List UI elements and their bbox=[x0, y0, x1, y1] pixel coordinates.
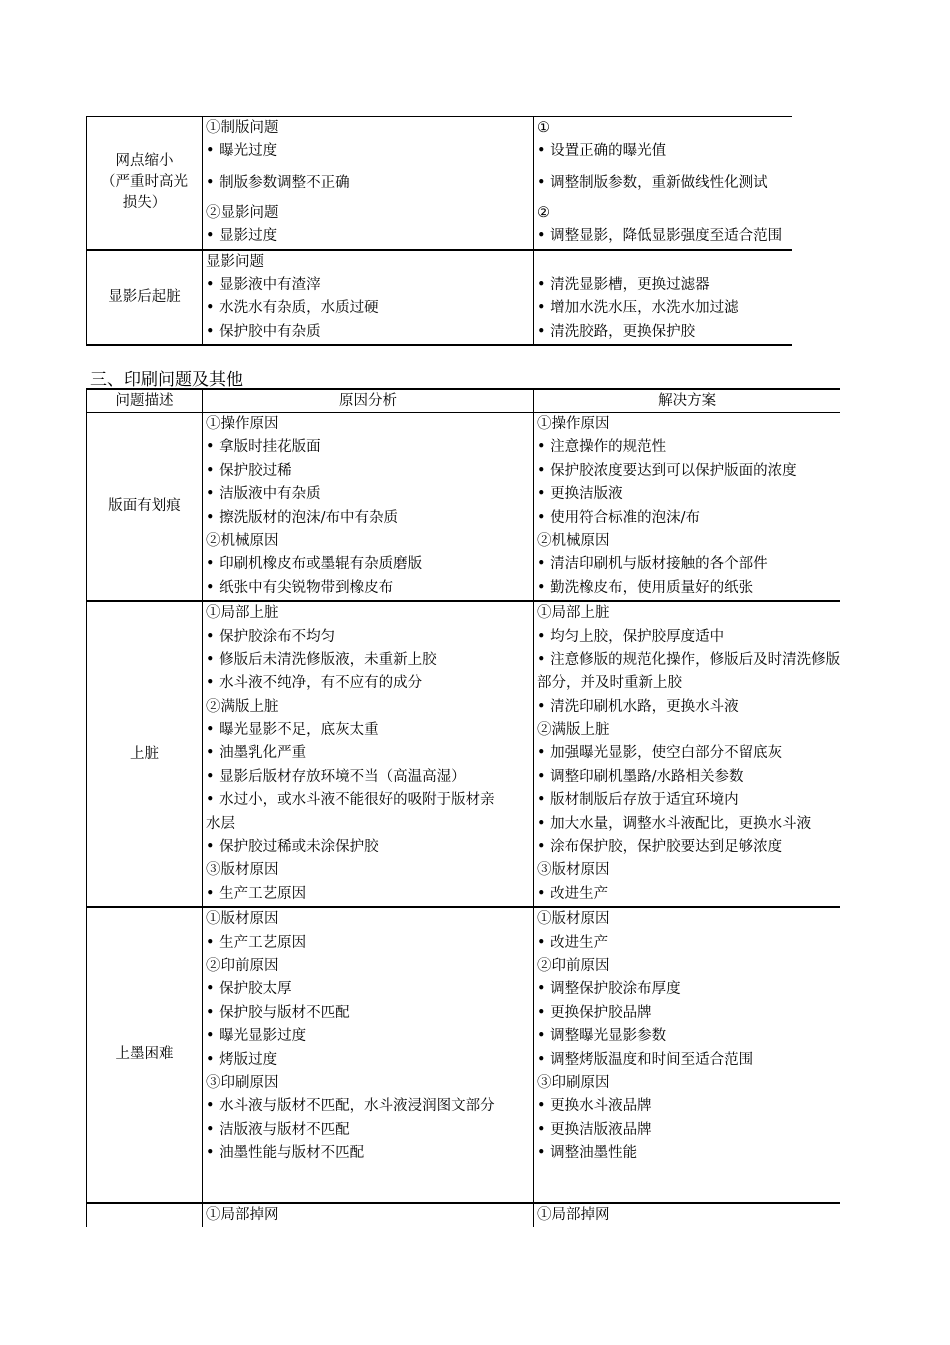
cause-line: • 保护胶涂布不均匀 bbox=[206, 628, 336, 645]
cause-line: • 显影后版材存放环境不当（高温高湿） bbox=[206, 768, 466, 785]
cause-line: • 水过小，或水斗液不能很好的吸附于版材亲 bbox=[206, 792, 495, 809]
solution-line: ③版材原因 bbox=[537, 862, 610, 879]
solution-line: • 版材制版后存放于适宜环境内 bbox=[537, 792, 739, 809]
problem-cell bbox=[87, 907, 203, 1202]
cause-line: • 显影过度 bbox=[206, 228, 278, 245]
cause-line: ②机械原因 bbox=[206, 532, 279, 549]
solution-line: • 调整曝光显影参数 bbox=[537, 1028, 667, 1045]
solution-line: • 调整制版参数，重新做线性化测试 bbox=[537, 174, 768, 191]
table-printing-problems bbox=[86, 388, 840, 1227]
header-cause: 原因分析 bbox=[203, 389, 534, 413]
cause-cell bbox=[203, 1203, 534, 1227]
cause-cell bbox=[203, 907, 534, 1202]
cause-line: • 曝光显影过度 bbox=[206, 1028, 307, 1045]
problem-label: 显影后起脏 bbox=[108, 288, 181, 305]
solution-line: • 调整烤版温度和时间至适合范围 bbox=[537, 1051, 754, 1068]
solution-line: ②满版上脏 bbox=[537, 722, 610, 739]
solution-cell bbox=[534, 1203, 841, 1227]
cause-line: ②显影问题 bbox=[206, 204, 279, 221]
problem-label: 上脏 bbox=[130, 745, 159, 762]
solution-line: • 涂布保护胶，保护胶要达到足够浓度 bbox=[537, 839, 783, 856]
cause-line: • 修版后未清洗修版液，未重新上胶 bbox=[206, 651, 437, 668]
problem-cell bbox=[87, 601, 203, 907]
cause-line: • 水洗水有杂质，水质过硬 bbox=[206, 300, 379, 317]
problem-cell bbox=[87, 117, 203, 250]
solution-line: ① bbox=[537, 120, 550, 136]
table-plate-problems bbox=[86, 116, 792, 346]
table-row bbox=[87, 413, 841, 602]
cause-line: • 保护胶太厚 bbox=[206, 981, 292, 998]
cause-line: 显影问题 bbox=[206, 253, 264, 270]
solution-line: • 调整显影，降低显影强度至适合范围 bbox=[537, 228, 783, 245]
problem-cell bbox=[87, 1203, 203, 1227]
solution-line: • 保护胶浓度要达到可以保护版面的浓度 bbox=[537, 462, 797, 479]
cause-line: • 烤版过度 bbox=[206, 1051, 278, 1068]
solution-cell bbox=[534, 117, 793, 250]
cause-line: ①版材原因 bbox=[206, 911, 279, 928]
solution-line: • 改进生产 bbox=[537, 885, 609, 902]
cause-line: • 油墨乳化严重 bbox=[206, 745, 307, 762]
problem-cell bbox=[87, 250, 203, 346]
solution-line: • 注意修版的规范化操作，修版后及时清洗修版 bbox=[537, 651, 841, 668]
solution-line: • 使用符合标准的泡沫/布 bbox=[537, 509, 701, 526]
solution-line: ②印前原因 bbox=[537, 957, 610, 974]
solution-line: ①版材原因 bbox=[537, 911, 610, 928]
solution-line: • 清洗胶路，更换保护胶 bbox=[537, 323, 696, 340]
cause-line: • 保护胶过稀或未涂保护胶 bbox=[206, 839, 379, 856]
cause-line: ①局部掉网 bbox=[206, 1206, 279, 1223]
cause-cell bbox=[203, 250, 534, 346]
solution-line bbox=[534, 1166, 840, 1202]
problem-label-line: （严重时高光 bbox=[101, 174, 188, 191]
cause-line: • 生产工艺原因 bbox=[206, 885, 307, 902]
solution-line: • 设置正确的曝光值 bbox=[537, 143, 667, 160]
solution-line bbox=[534, 251, 792, 274]
cause-line: ③版材原因 bbox=[206, 862, 279, 879]
solution-line: ③印刷原因 bbox=[537, 1074, 610, 1091]
section-title: 三、印刷问题及其他 bbox=[90, 370, 243, 390]
solution-line: • 调整保护胶涂布厚度 bbox=[537, 981, 681, 998]
solution-line: • 均匀上胶，保护胶厚度适中 bbox=[537, 628, 725, 645]
cause-line: ③印刷原因 bbox=[206, 1074, 279, 1091]
cause-line: • 纸张中有尖锐物带到橡皮布 bbox=[206, 579, 394, 596]
solution-line: • 清洁印刷机与版材接触的各个部件 bbox=[537, 556, 768, 573]
solution-line: • 更换保护胶品牌 bbox=[537, 1004, 652, 1021]
cause-line: • 生产工艺原因 bbox=[206, 934, 307, 951]
cause-line: • 制版参数调整不正确 bbox=[206, 174, 350, 191]
table-header-row bbox=[87, 389, 841, 413]
cause-line: ①局部上脏 bbox=[206, 605, 279, 622]
solution-line: ①局部上脏 bbox=[537, 605, 610, 622]
table-row bbox=[87, 601, 841, 907]
solution-line: • 勤洗橡皮布，使用质量好的纸张 bbox=[537, 579, 754, 596]
cause-line: • 油墨性能与版材不匹配 bbox=[206, 1145, 365, 1162]
solution-line: ①操作原因 bbox=[537, 416, 610, 432]
solution-line: • 更换水斗液品牌 bbox=[537, 1098, 652, 1115]
table-row bbox=[87, 1203, 841, 1227]
solution-line: • 更换洁版液品牌 bbox=[537, 1121, 652, 1138]
cause-line: • 洁版液中有杂质 bbox=[206, 486, 321, 503]
cause-line: ①制版问题 bbox=[206, 120, 279, 136]
cause-line: • 水斗液与版材不匹配，水斗液浸润图文部分 bbox=[206, 1098, 495, 1115]
solution-line: • 加强曝光显影，使空白部分不留底灰 bbox=[537, 745, 783, 762]
header-solution: 解决方案 bbox=[534, 389, 841, 413]
table-row bbox=[87, 250, 793, 346]
cause-line: • 水斗液不纯净，有不应有的成分 bbox=[206, 675, 423, 692]
problem-label: 版面有划痕 bbox=[108, 498, 181, 515]
solution-line: ②机械原因 bbox=[537, 532, 610, 549]
solution-cell bbox=[534, 250, 793, 346]
solution-line: • 改进生产 bbox=[537, 934, 609, 951]
cause-line: • 洁版液与版材不匹配 bbox=[206, 1121, 350, 1138]
solution-line: • 加大水量，调整水斗液配比，更换水斗液 bbox=[537, 815, 812, 832]
cause-line: ①操作原因 bbox=[206, 416, 279, 432]
cause-line: ②满版上脏 bbox=[206, 698, 279, 715]
cause-line: 水层 bbox=[206, 815, 235, 832]
solution-cell bbox=[534, 413, 841, 602]
solution-line: • 注意操作的规范性 bbox=[537, 439, 667, 456]
problem-label-line: 网点缩小 bbox=[115, 153, 174, 170]
cause-line: • 擦洗版材的泡沫/布中有杂质 bbox=[206, 509, 399, 526]
cause-line: • 保护胶中有杂质 bbox=[206, 323, 321, 340]
table-row bbox=[87, 117, 793, 250]
solution-line: • 增加水洗水压，水洗水加过滤 bbox=[537, 300, 739, 317]
cause-line: • 显影液中有渣滓 bbox=[206, 276, 321, 293]
solution-line: • 清洗印刷机水路，更换水斗液 bbox=[537, 698, 739, 715]
cause-line bbox=[203, 1166, 533, 1202]
problem-label: 上墨困难 bbox=[115, 1046, 174, 1063]
cause-cell bbox=[203, 117, 534, 250]
cause-line: • 保护胶过稀 bbox=[206, 462, 292, 479]
cause-line: ②印前原因 bbox=[206, 957, 279, 974]
solution-line: • 清洗显影槽，更换过滤器 bbox=[537, 276, 710, 293]
solution-line: ①局部掉网 bbox=[537, 1206, 610, 1223]
cause-line: • 曝光显影不足，底灰太重 bbox=[206, 722, 379, 739]
cause-line: • 拿版时挂花版面 bbox=[206, 439, 321, 456]
solution-cell bbox=[534, 601, 841, 907]
solution-line: 部分，并及时重新上胶 bbox=[537, 675, 682, 692]
problem-cell bbox=[87, 413, 203, 602]
cause-line: • 印刷机橡皮布或墨辊有杂质磨版 bbox=[206, 556, 423, 573]
solution-line: ② bbox=[537, 204, 550, 221]
solution-line: • 更换洁版液 bbox=[537, 486, 623, 503]
solution-line: • 调整印刷机墨路/水路相关参数 bbox=[537, 768, 744, 785]
cause-line: • 曝光过度 bbox=[206, 143, 278, 160]
problem-label-line: 损失） bbox=[122, 195, 167, 212]
table-row bbox=[87, 907, 841, 1202]
solution-line: • 调整油墨性能 bbox=[537, 1145, 638, 1162]
cause-cell bbox=[203, 413, 534, 602]
cause-line: • 保护胶与版材不匹配 bbox=[206, 1004, 350, 1021]
header-problem: 问题描述 bbox=[87, 389, 203, 413]
cause-cell bbox=[203, 601, 534, 907]
solution-cell bbox=[534, 907, 841, 1202]
